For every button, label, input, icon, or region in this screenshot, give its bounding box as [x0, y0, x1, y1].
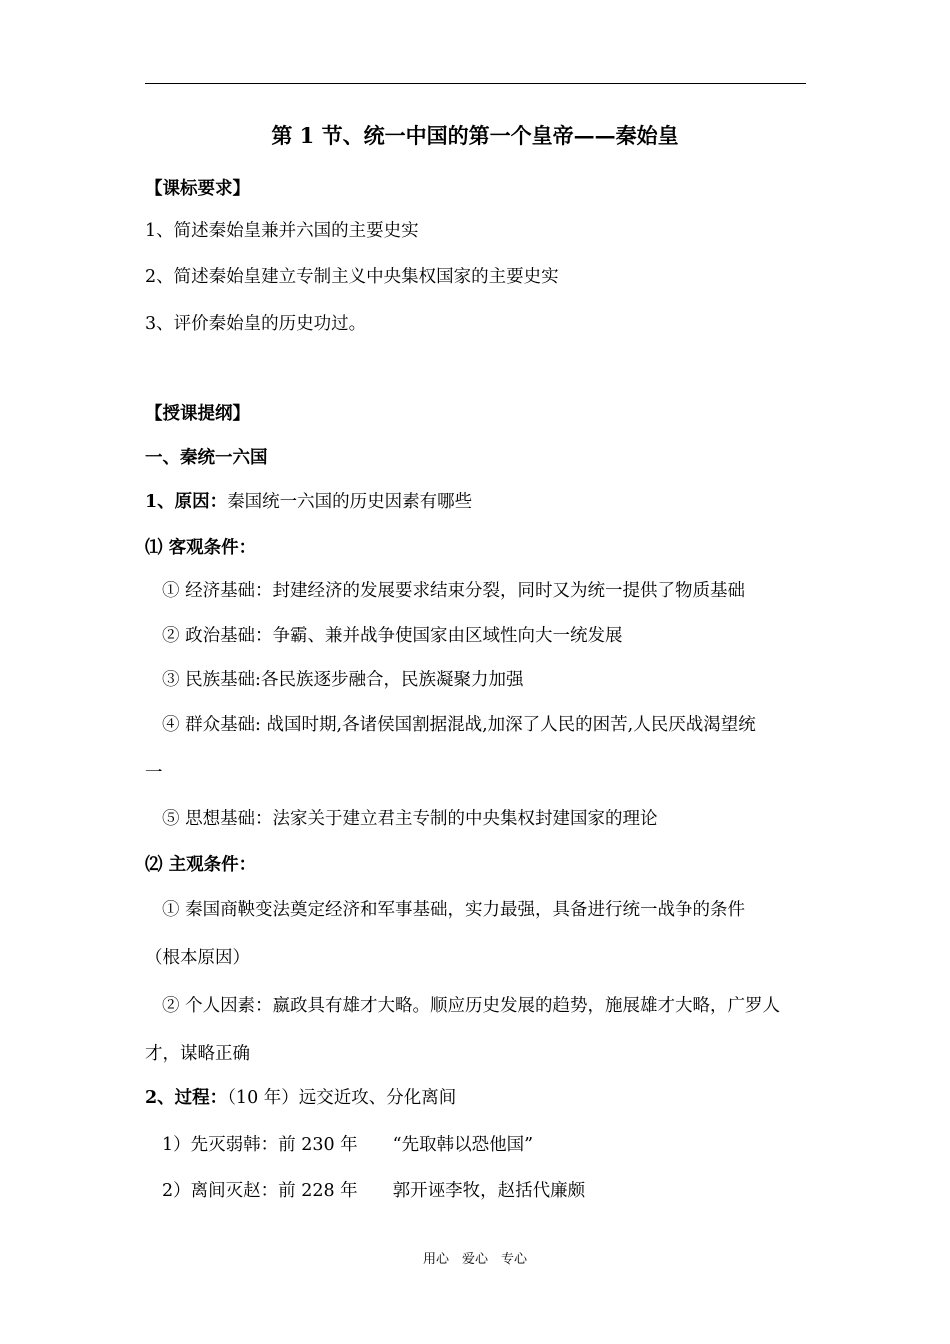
list-item: ⑤ 思想基础：法家关于建立君主专制的中央集权封建国家的理论: [162, 809, 658, 829]
page-title: 第 1 节、统一中国的第一个皇帝——秦始皇: [271, 123, 679, 148]
process-text: （10 年）远交近攻、分化离间: [227, 1088, 457, 1108]
section-heading-outline: 【授课提纲】: [145, 404, 250, 424]
list-item: 1、简述秦始皇兼并六国的主要史实: [145, 221, 419, 241]
process-line: [145, 1087, 456, 1109]
header-rule: [145, 83, 806, 84]
objective-label: ⑴ 客观条件：: [145, 538, 257, 558]
list-item: ① 秦国商鞅变法奠定经济和军事基础，实力最强，具备进行统一战争的条件: [162, 900, 746, 920]
list-item: ④ 群众基础: 战国时期,各诸侯国割据混战,加深了人民的困苦,人民厌战渴望统: [162, 715, 756, 735]
list-item: 2）离间灭赵：前 228 年 郭开诬李牧，赵括代廉颇: [162, 1181, 586, 1201]
process-label: 2、过程：: [145, 1088, 228, 1108]
list-item-continuation: （根本原因）: [145, 948, 250, 968]
list-item-continuation: 一: [145, 763, 163, 783]
page-footer: 用心 爱心 专心: [422, 1252, 527, 1267]
list-item: ② 个人因素：嬴政具有雄才大略。顺应历史发展的趋势，施展雄才大略，广罗人: [162, 996, 781, 1016]
list-item: 2、简述秦始皇建立专制主义中央集权国家的主要史实: [145, 267, 559, 287]
reason-text: 秦国统一六国的历史因素有哪些: [227, 492, 473, 512]
section-heading-standards: 【课标要求】: [145, 179, 250, 199]
list-item: ② 政治基础：争霸、兼并战争使国家由区域性向大一统发展: [162, 626, 623, 646]
reason-line: [145, 491, 472, 513]
subjective-label: ⑵ 主观条件：: [145, 855, 257, 875]
part-title: 一、秦统一六国: [145, 448, 268, 468]
list-item: 1）先灭弱韩：前 230 年 “先取韩以恐他国”: [162, 1135, 534, 1155]
reason-label: 1、原因：: [145, 492, 228, 512]
list-item: 3、评价秦始皇的历史功过。: [145, 314, 367, 334]
list-item-continuation: 才，谋略正确: [145, 1044, 250, 1064]
list-item: ③ 民族基础:各民族逐步融合，民族凝聚力加强: [162, 670, 524, 690]
list-item: ① 经济基础：封建经济的发展要求结束分裂，同时又为统一提供了物质基础: [162, 581, 746, 601]
